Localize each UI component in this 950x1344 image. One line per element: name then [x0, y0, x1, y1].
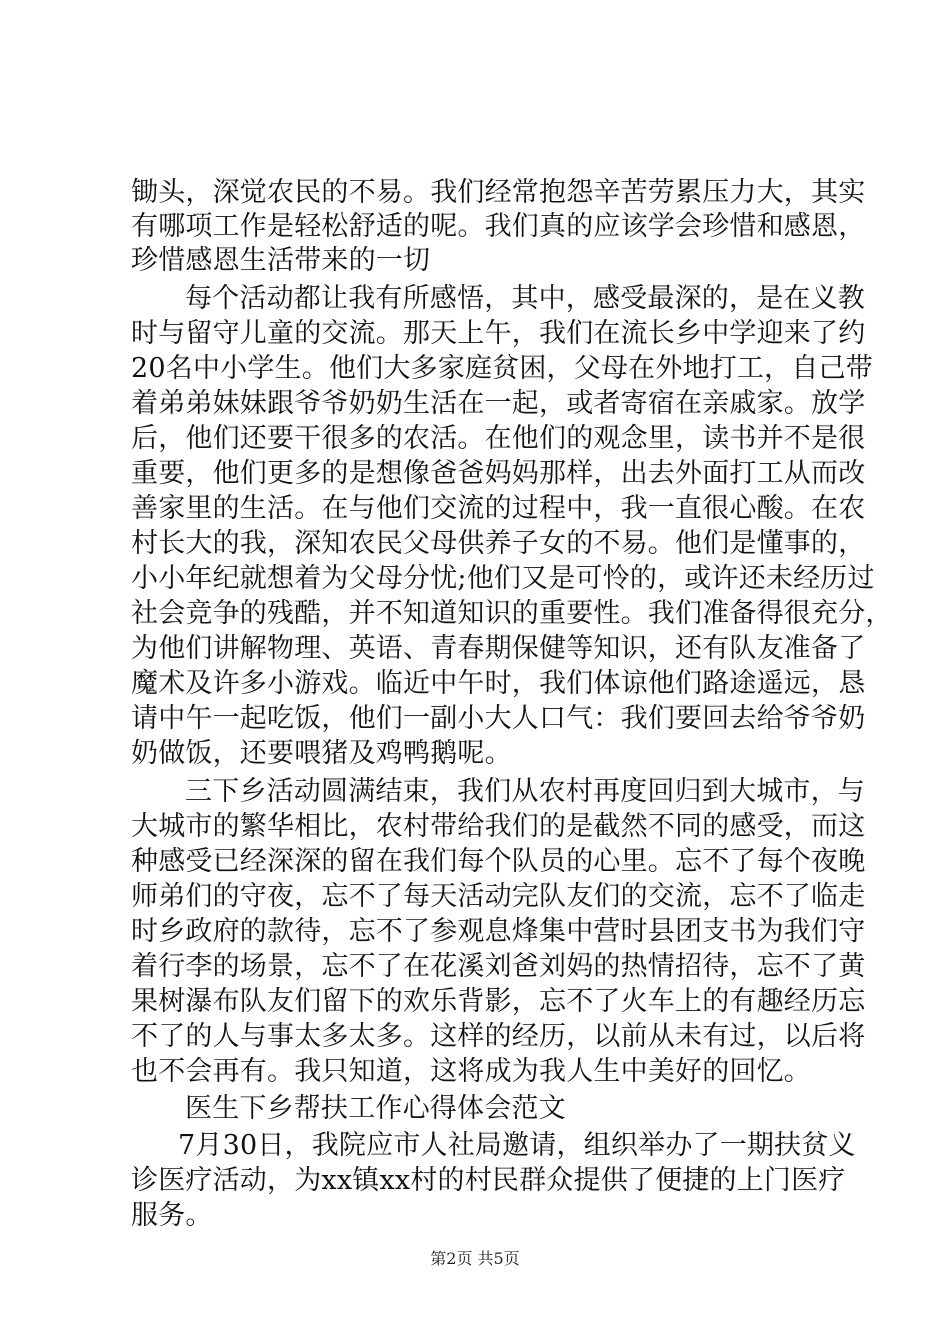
text-line: 奶做饭，还要喂猪及鸡鸭鹅呢。	[131, 738, 512, 769]
text-line: 善家里的生活。在与他们交流的过程中，我一直很心酸。在农	[131, 493, 866, 524]
text-line: 有哪项工作是轻松舒适的呢。我们真的应该学会珍惜和感恩，	[131, 211, 866, 242]
text-line: 果树瀑布队友们留下的欢乐背影，忘不了火车上的有趣经历忘	[131, 986, 866, 1017]
text-line: 请中午一起吃饭，他们一副小大人口气：我们要回去给爷爷奶	[131, 703, 866, 734]
text-line: 魔术及许多小游戏。临近中午时，我们体谅他们路途遥远，恳	[131, 668, 866, 699]
text-line: 重要，他们更多的是想像爸爸妈妈那样，出去外面打工从而改	[131, 458, 866, 489]
section-heading: 医生下乡帮扶工作心得体会范文	[185, 1093, 566, 1124]
text-line: 服务。	[131, 1200, 213, 1231]
text-line: 诊医疗活动，为xx镇xx村的村民群众提供了便捷的上门医疗	[131, 1165, 846, 1196]
text-line: 着行李的场景，忘不了在花溪刘爸刘妈的热情招待，忘不了黄	[131, 951, 866, 982]
text-line: 20名中小学生。他们大多家庭贫困，父母在外地打工，自己带	[131, 353, 873, 384]
text-line: 种感受已经深深的留在我们每个队员的心里。忘不了每个夜晚	[131, 846, 866, 877]
text-line: 也不会再有。我只知道，这将成为我人生中美好的回忆。	[131, 1056, 811, 1087]
text-line: 小小年纪就想着为父母分忧;他们又是可怜的，或许还未经历过	[131, 563, 875, 594]
text-line: 着弟弟妹妹跟爷爷奶奶生活在一起，或者寄宿在亲戚家。放学	[131, 388, 866, 419]
text-line: 师弟们的守夜，忘不了每天活动完队友们的交流，忘不了临走	[131, 881, 866, 912]
text-line: 大城市的繁华相比，农村带给我们的是截然不同的感受，而这	[131, 811, 866, 842]
text-line: 社会竞争的残酷，并不知道知识的重要性。我们准备得很充分，	[131, 598, 893, 629]
text-line: 为他们讲解物理、英语、青春期保健等知识，还有队友准备了	[131, 633, 866, 664]
text-line: 时乡政府的款待，忘不了参观息烽集中营时县团支书为我们守	[131, 916, 866, 947]
text-line: 村长大的我，深知农民父母供养子女的不易。他们是懂事的，	[131, 528, 866, 559]
paragraph-start-line: 三下乡活动圆满结束，我们从农村再度回归到大城市，与	[185, 776, 865, 807]
page-number-footer: 第2页 共5页	[430, 1249, 520, 1268]
text-line: 时与留守儿童的交流。那天上午，我们在流长乡中学迎来了约	[131, 318, 866, 349]
paragraph-start-line: 每个活动都让我有所感悟，其中，感受最深的，是在义教	[185, 283, 865, 314]
text-line: 锄头，深觉农民的不易。我们经常抱怨辛苦劳累压力大，其实	[131, 177, 866, 208]
text-line: 珍惜感恩生活带来的一切	[131, 245, 431, 276]
paragraph-start-line: 7月30日，我院应市人社局邀请，组织举办了一期扶贫义	[178, 1130, 856, 1161]
text-line: 不了的人与事太多太多。这样的经历，以前从未有过，以后将	[131, 1021, 866, 1052]
text-line: 后，他们还要干很多的农活。在他们的观念里，读书并不是很	[131, 423, 866, 454]
